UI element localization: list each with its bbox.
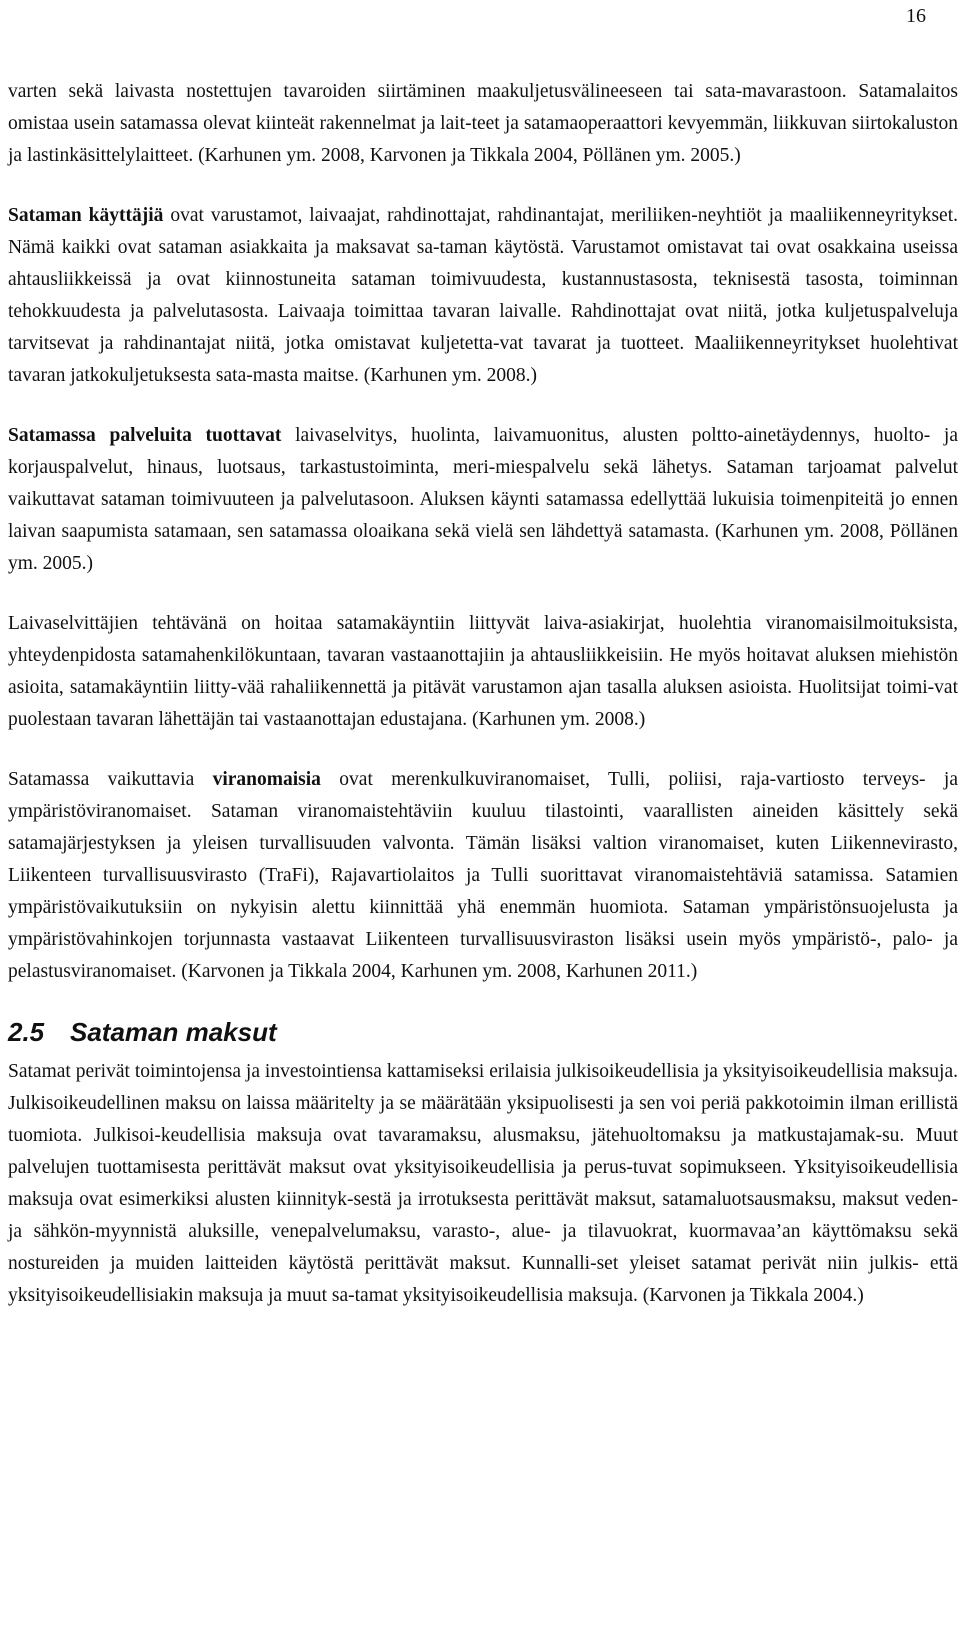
section-heading (8, 1016, 958, 1048)
section-paragraph (8, 1056, 958, 1312)
emphasized-term: Sataman käyttäjiä (8, 205, 164, 226)
text-run: varten sekä laivasta nostettujen tavaroiden siirtäminen maakuljetusvälineeseen tai sata-mavarastoon. Satamalaitos omistaa usein satamassa olevat kiinteät rakennelmat ja lait-teet ja satamaoperaattori kevyemmän, liikkuvan siirtokaluston ja lastinkäsittelylaitteet. (Karhunen ym. 2008, Karvonen ja Tikkala 2004, Pöllänen ym. 2005.) (8, 81, 958, 166)
text-run: ovat merenkulkuviranomaiset, Tulli, poliisi, raja-vartiosto terveys- ja ympäristöviranomaiset. Sataman viranomaistehtäviin kuuluu tilastointi, vaarallisten aineiden käsittely sekä satamajärjestyksen ja yleisen turvallisuuden valvonta. Tämän lisäksi valtion viranomaiset, kuten Liikennevirasto, Liikenteen turvallisuusvirasto (TraFi), Rajavartiolaitos ja Tulli suorittavat viranomaistehtäviä satamissa. Satamien ympäristövaikutuksiin on nykyisin alettu kiinnittää yhä enemmän huomiota. Sataman ympäristönsuojelusta ja ympäristövahinkojen torjunnasta vastaavat Liikenteen turvallisuusviraston lisäksi usein myös ympäristö-, palo- ja pelastusviranomaiset. (Karvonen ja Tikkala 2004, Karhunen ym. 2008, Karhunen 2011.) (8, 769, 958, 982)
emphasized-term: viranomaisia (212, 769, 321, 790)
section-number: 2.5 (8, 1017, 45, 1047)
text-run: Satamassa vaikuttavia (8, 769, 213, 790)
body-paragraph (8, 764, 958, 988)
paragraph-list (8, 76, 958, 988)
text-run: Laivaselvittäjien tehtävänä on hoitaa satamakäyntiin liittyvät laiva-asiakirjat, huolehtia viranomaisilmoituksista, yhteydenpidosta satamahenkilökuntaan, tavaran vastaanottajiin ja ahtausliikkeisiin. He myös hoitavat aluksen miehistön asioita, satamakäyntiin liitty-vää rahaliikennettä ja pitävät varustamon ajan tasalla aluksen asioista. Huolitsijat toimi-vat puolestaan tavaran lähettäjän tai vastaanottajan edustajana. (Karhunen ym. 2008.) (8, 613, 958, 730)
section-title: Sataman maksut (70, 1017, 277, 1047)
text-run: laivaselvitys, huolinta, laivamuonitus, alusten poltto-ainetäydennys, huolto- ja korjauspalvelut, hinaus, luotsaus, tarkastustoiminta, meri-miespalvelu sekä lähetys. Sataman tarjoamat palvelut vaikuttavat sataman toimivuuteen ja palvelutasoon. Aluksen käynti satamassa edellyttää lukuisia toimenpiteitä jo ennen laivan saapumista satamaan, sen satamassa oloaikana sekä vielä sen lähdettyä satamasta. (Karhunen ym. 2008, Pöllänen ym. 2005.) (8, 425, 958, 574)
document-body (8, 76, 958, 1312)
emphasized-term: Satamassa palveluita tuottavat (8, 425, 282, 446)
text-run: Satamat perivät toimintojensa ja investointiensa kattamiseksi erilaisia julkisoikeudellisia ja yksityisoikeudellisia maksuja. Julkisoikeudellinen maksu on laissa määritelty ja se määrätään yksipuolisesti ja sen voi periä pakkotoimin ilman erillistä tuomiota. Julkisoi-keudellisia maksuja ovat tavaramaksu, alusmaksu, jätehuoltomaksu ja matkustajamak-su. Muut palvelujen tuottamisesta perittävät maksut ovat yksityisoikeudellisia ja perus-tuvat sopimukseen. Yksityisoikeudellisia maksuja ovat esimerkiksi alusten kiinnityk-sestä ja irrotuksesta perittävät maksut, satamaluotsausmaksu, maksut veden- ja sähkön-myynnistä aluksille, venepalvelumaksu, varasto-, alue- ja tilavuokrat, kuormavaa’an käyttömaksu sekä nostureiden ja muiden laitteiden käytöstä perittävät maksut. Kunnalli-set yleiset satamat perivät niin julkis- että yksityisoikeudellisiakin maksuja ja muut sa-tamat yksityisoikeudellisia maksuja. (Karvonen ja Tikkala 2004.) (8, 1061, 958, 1306)
page-number: 16 (906, 5, 926, 27)
body-paragraph (8, 608, 958, 736)
body-paragraph (8, 200, 958, 392)
body-paragraph (8, 76, 958, 172)
body-paragraph (8, 420, 958, 580)
text-run: ovat varustamot, laivaajat, rahdinottajat, rahdinantajat, meriliiken-neyhtiöt ja maaliikenneyritykset. Nämä kaikki ovat sataman asiakkaita ja maksavat sa-taman käytöstä. Varustamot omistavat tai ovat osakkaina useissa ahtausliikkeissä ja ovat kiinnostuneita sataman toimivuudesta, kustannustasosta, teknisestä tasosta, toiminnan tehokkuudesta ja palvelutasosta. Laivaaja toimittaa tavaran laivalle. Rahdinottajat ovat niitä, jotka kuljetuspalveluja tarvitsevat ja rahdinantajat niitä, jotka omistavat kuljetetta-vat tavarat ja tuotteet. Maaliikenneyritykset huolehtivat tavaran jatkokuljetuksesta sata-masta maitse. (Karhunen ym. 2008.) (8, 205, 959, 386)
